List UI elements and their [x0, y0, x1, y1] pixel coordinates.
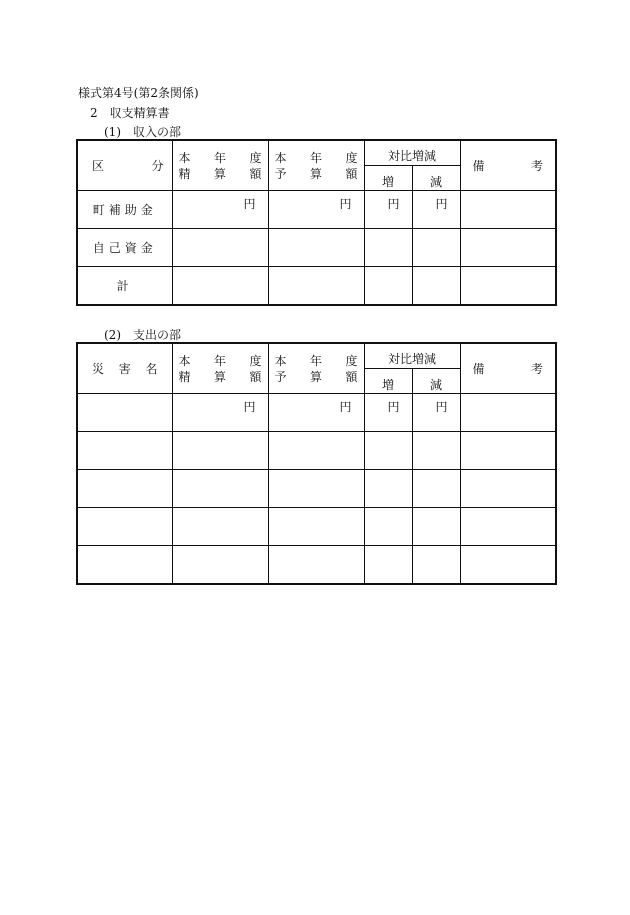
budget-cell[interactable] — [268, 508, 364, 546]
header-decrease-label: 減 — [430, 378, 443, 392]
unit-label: 円 — [339, 197, 352, 211]
header-text: 年 — [213, 354, 226, 368]
increase-cell[interactable] — [364, 546, 412, 585]
header-decrease — [412, 369, 460, 394]
header-remarks — [460, 140, 556, 191]
header-text: 額 — [249, 167, 262, 181]
budget-cell[interactable] — [268, 394, 364, 432]
header-text: 予 — [274, 370, 287, 384]
budget-cell[interactable] — [268, 432, 364, 470]
disaster-name-cell[interactable] — [77, 470, 172, 508]
header-text: 度 — [249, 354, 262, 368]
disaster-name-cell[interactable] — [77, 508, 172, 546]
row-label: 町補助金 — [92, 203, 157, 217]
table-row — [77, 191, 556, 229]
expense-section-title: (2) 支出の部 — [104, 328, 181, 342]
header-remarks-char: 備 — [472, 361, 485, 376]
increase-cell[interactable] — [364, 508, 412, 546]
row-label-cell — [77, 267, 172, 306]
header-text: 本 — [178, 151, 191, 165]
header-settlement-amount — [172, 343, 268, 394]
row-label-cell — [77, 191, 172, 229]
increase-cell[interactable] — [364, 229, 412, 267]
header-increase — [364, 369, 412, 394]
header-decrease-label: 減 — [430, 175, 443, 189]
header-text: 額 — [345, 167, 358, 181]
section-title: 2 収支精算書 — [90, 106, 170, 120]
disaster-name-cell[interactable] — [77, 394, 172, 432]
decrease-cell[interactable] — [412, 508, 460, 546]
income-table — [76, 139, 557, 306]
header-comparison-label: 対比増減 — [388, 149, 437, 163]
table-row — [77, 546, 556, 585]
header-text: 予 — [274, 167, 287, 181]
decrease-cell[interactable] — [412, 470, 460, 508]
remarks-cell[interactable] — [460, 394, 556, 432]
settlement-cell[interactable] — [172, 229, 268, 267]
header-text: 算 — [309, 370, 322, 384]
increase-cell[interactable] — [364, 432, 412, 470]
header-remarks — [460, 343, 556, 394]
header-increase-label: 増 — [381, 175, 394, 189]
header-increase — [364, 166, 412, 191]
remarks-cell[interactable] — [460, 470, 556, 508]
decrease-cell[interactable] — [412, 191, 460, 229]
header-text: 本 — [274, 354, 287, 368]
decrease-cell[interactable] — [412, 229, 460, 267]
income-section-title: (1) 収入の部 — [104, 125, 181, 139]
header-increase-label: 増 — [381, 378, 394, 392]
header-text: 度 — [345, 151, 358, 165]
header-category — [77, 140, 172, 191]
disaster-name-cell[interactable] — [77, 432, 172, 470]
table-row — [77, 470, 556, 508]
header-category-char: 分 — [151, 158, 164, 173]
decrease-cell[interactable] — [412, 394, 460, 432]
settlement-cell[interactable] — [172, 394, 268, 432]
unit-label: 円 — [243, 197, 256, 211]
header-comparison — [364, 140, 460, 166]
header-budget-amount — [268, 140, 364, 191]
header-text: 精 — [178, 370, 191, 384]
budget-cell[interactable] — [268, 267, 364, 306]
budget-cell[interactable] — [268, 470, 364, 508]
unit-label: 円 — [387, 197, 400, 211]
remarks-cell[interactable] — [460, 546, 556, 585]
header-text: 度 — [345, 354, 358, 368]
budget-cell[interactable] — [268, 546, 364, 585]
settlement-cell[interactable] — [172, 432, 268, 470]
header-text: 本 — [274, 151, 287, 165]
header-settlement-amount — [172, 140, 268, 191]
header-category-char: 区 — [92, 158, 105, 173]
settlement-cell[interactable] — [172, 508, 268, 546]
row-label: 自己資金 — [92, 241, 157, 255]
table-row — [77, 432, 556, 470]
header-text: 算 — [309, 167, 322, 181]
unit-label: 円 — [339, 400, 352, 414]
remarks-cell[interactable] — [460, 229, 556, 267]
settlement-cell[interactable] — [172, 546, 268, 585]
header-text: 精 — [178, 167, 191, 181]
unit-label: 円 — [243, 400, 256, 414]
table-row — [77, 229, 556, 267]
unit-label: 円 — [387, 400, 400, 414]
decrease-cell[interactable] — [412, 546, 460, 585]
decrease-cell[interactable] — [412, 432, 460, 470]
remarks-cell[interactable] — [460, 432, 556, 470]
header-remarks-char: 考 — [531, 361, 544, 376]
header-disaster-char: 名 — [145, 362, 158, 376]
header-disaster-char: 害 — [118, 362, 131, 376]
header-decrease — [412, 166, 460, 191]
header-text: 額 — [249, 370, 262, 384]
table-row — [77, 508, 556, 546]
increase-cell[interactable] — [364, 267, 412, 306]
increase-cell[interactable] — [364, 191, 412, 229]
header-text: 年 — [213, 151, 226, 165]
budget-cell[interactable] — [268, 229, 364, 267]
settlement-cell[interactable] — [172, 267, 268, 306]
increase-cell[interactable] — [364, 470, 412, 508]
settlement-cell[interactable] — [172, 470, 268, 508]
increase-cell[interactable] — [364, 394, 412, 432]
row-label: 計 — [116, 279, 133, 293]
unit-label: 円 — [435, 400, 448, 414]
header-text: 本 — [178, 354, 191, 368]
header-remarks-char: 備 — [472, 158, 485, 173]
header-text: 年 — [309, 151, 322, 165]
header-disaster-char: 災 — [92, 362, 105, 376]
remarks-cell[interactable] — [460, 191, 556, 229]
header-text: 度 — [249, 151, 262, 165]
unit-label: 円 — [435, 197, 448, 211]
header-comparison — [364, 343, 460, 369]
disaster-name-cell[interactable] — [77, 546, 172, 585]
header-disaster-name — [77, 343, 172, 394]
header-remarks-char: 考 — [531, 158, 544, 173]
budget-cell[interactable] — [268, 191, 364, 229]
decrease-cell[interactable] — [412, 267, 460, 306]
header-text: 算 — [213, 370, 226, 384]
header-text: 額 — [345, 370, 358, 384]
header-comparison-label: 対比増減 — [388, 352, 437, 366]
header-budget-amount — [268, 343, 364, 394]
table-row — [77, 267, 556, 306]
table-row — [77, 394, 556, 432]
remarks-cell[interactable] — [460, 267, 556, 306]
header-text: 年 — [309, 354, 322, 368]
expense-table — [76, 342, 557, 585]
row-label-cell — [77, 229, 172, 267]
header-text: 算 — [213, 167, 226, 181]
form-number-label: 様式第4号(第2条関係) — [78, 86, 199, 100]
remarks-cell[interactable] — [460, 508, 556, 546]
settlement-cell[interactable] — [172, 191, 268, 229]
